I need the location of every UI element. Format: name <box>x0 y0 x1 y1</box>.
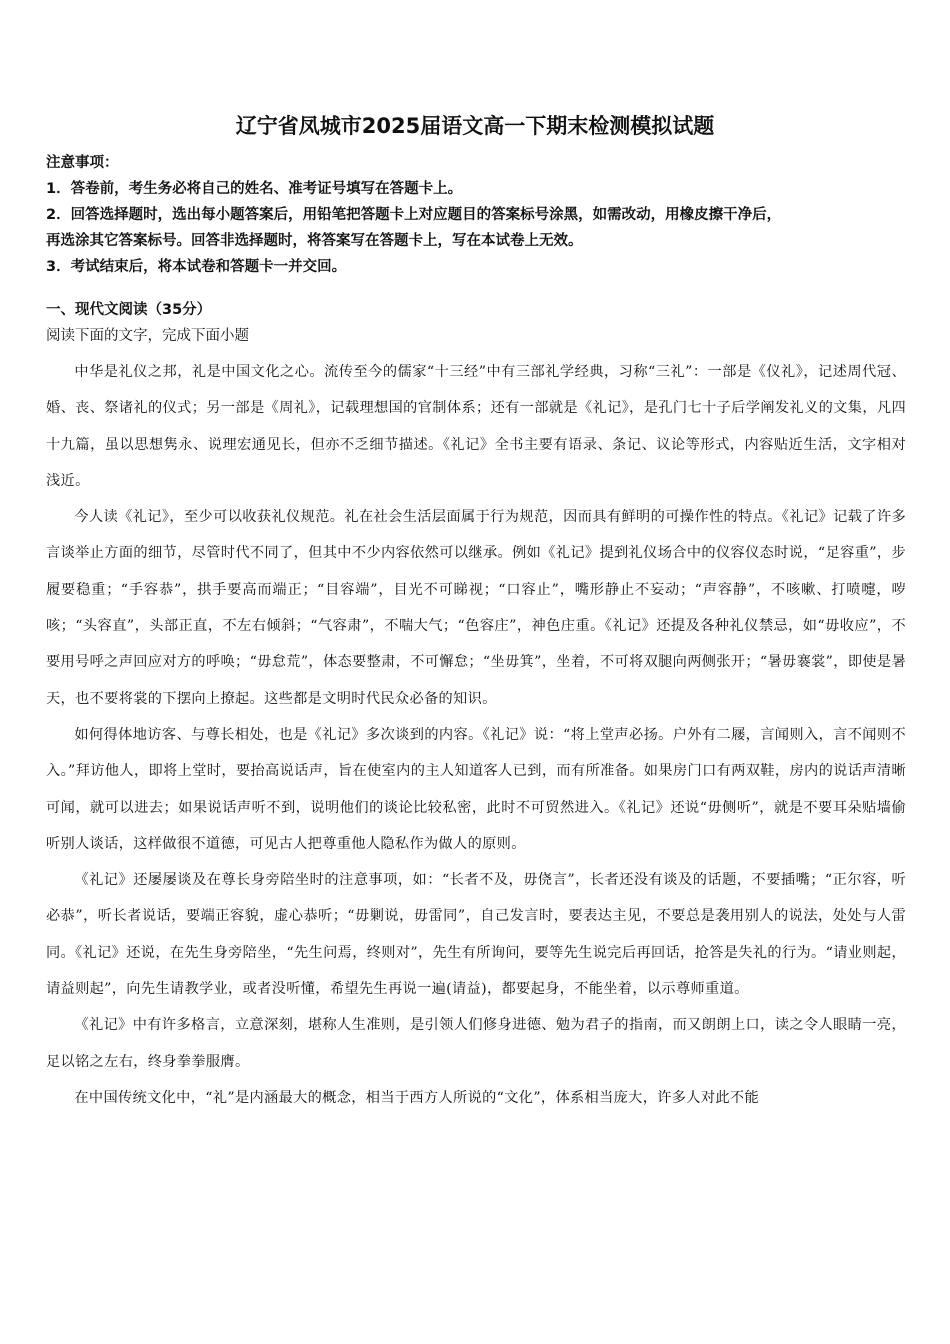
passage-paragraph: 《礼记》中有许多格言，立意深刻，堪称人生准则，是引领人们修身进德、勉为君子的指南，而又朗朗上口，读之令人眼睛一亮，足以铭之左右，终身拳拳服膺。 <box>46 1017 906 1070</box>
notes-heading: 注意事项： <box>46 155 119 171</box>
notes-item: 再选涂其它答案标号。回答非选择题时，将答案写在答题卡上，写在本试卷上无效。 <box>46 233 583 249</box>
notes-item: 3．考试结束后，将本试卷和答题卡一并交回。 <box>46 259 347 275</box>
page-title: 辽宁省凤城市2025届语文高一下期末检测模拟试题 <box>235 114 715 138</box>
section-heading: 一、现代文阅读（35分） <box>46 302 212 318</box>
notes-item: 1．答卷前，考生务必将自己的姓名、准考证号填写在答题卡上。 <box>46 181 463 197</box>
reading-passage <box>46 354 906 1116</box>
section-header <box>46 297 906 349</box>
passage-paragraph: 如何得体地访客、与尊长相处，也是《礼记》多次谈到的内容。《礼记》说：“将上堂声必扬。户外有二屦，言闻则入，言不闻则不入。”拜访他人，即将上堂时，要抬高说话声，旨在使室内的主人知道客人已到，而有所准备。如果房门口有两双鞋，房内的说话声清晰可闻，就可以进去；如果说话声听不到，说明他们的谈论比较私密，此时不可贸然进入。《礼记》还说“毋侧听”，就是不要耳朵贴墙偷听别人谈话，这样做很不道德，可见古人把尊重他人隐私作为做人的原则。 <box>46 726 906 852</box>
passage-paragraph: 在中国传统文化中，“礼”是内涵最大的概念，相当于西方人所说的“文化”，体系相当庞大，许多人对此不能 <box>74 1089 759 1106</box>
passage-paragraph: 中华是礼仪之邦，礼是中国文化之心。流传至今的儒家“十三经”中有三部礼学经典，习称“三礼”：一部是《仪礼》，记述周代冠、婚、丧、祭诸礼的仪式；另一部是《周礼》，记载理想国的官制体系；还有一部就是《礼记》，是孔门七十子后学阐发礼义的文集，凡四十九篇，虽以思想隽永、说理宏通见长，但亦不乏细节描述。《礼记》全书主要有语录、条记、议论等形式，内容贴近生活，文字相对浅近。 <box>46 364 906 489</box>
passage-paragraph: 《礼记》还屡屡谈及在尊长身旁陪坐时的注意事项，如：“长者不及，毋侥言”，长者还没有谈及的话题，不要插嘴；“正尔容，听必恭”，听长者说话，要端正容貌，虚心恭听；“毋剿说，毋雷同”，自己发言时，要表达主见，不要总是袭用别人的说法，处处与人雷同。《礼记》还说，在先生身旁陪坐，“先生问焉，终则对”，先生有所询问，要等先生说完后再回话，抢答是失礼的行为。“请业则起，请益则起”，向先生请教学业，或者没听懂，希望先生再说一遍(请益)，都要起身，不能坐着，以示尊师重道。 <box>46 872 906 998</box>
notes-item: 2．回答选择题时，选出每小题答案后，用铅笔把答题卡上对应题目的答案标号涂黑，如需改动，用橡皮擦干净后， <box>46 207 782 223</box>
notes-block <box>46 150 906 280</box>
section-instruction: 阅读下面的文字，完成下面小题 <box>46 328 249 344</box>
passage-paragraph: 今人读《礼记》，至少可以收获礼仪规范。礼在社会生活层面属于行为规范，因而具有鲜明的可操作性的特点。《礼记》记载了许多言谈举止方面的细节，尽管时代不同了，但其中不少内容依然可以继承。例如《礼记》提到礼仪场合中的仪容仪态时说，“足容重”，步履要稳重；“手容恭”，拱手要高而端正；“目容端”，目光不可睇视；“口容止”，嘴形静止不妄动；“声容静”，不咳嗽、打喷嚏，哕咳；“头容直”，头部正直，不左右倾斜；“气容肃”，不喘大气；“色容庄”，神色庄重。《礼记》还提及各种礼仪禁忌，如“毋收应”，不要用号呼之声回应对方的呼唤；“毋怠荒”，体态要整肃，不可懈怠；“坐毋箕”，坐着，不可将双腿向两侧张开；“暑毋褰裳”，即使是暑天，也不要将裳的下摆向上撩起。这些都是文明时代民众必备的知识。 <box>46 509 906 707</box>
